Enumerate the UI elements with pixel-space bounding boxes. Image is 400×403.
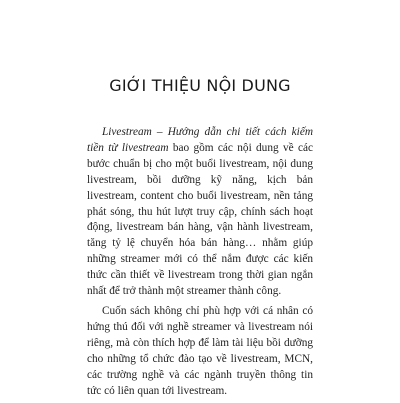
paragraph-2-text: Cuốn sách không chỉ phù hợp với cá nhân có hứng thú đối với nghề streamer và livestream nói riêng, mà còn thích hợp để làm tài liệu bồi dưỡng cho những tổ chức đào tạo về livestream, MCN, các trường nghề và các ngành truyền thông tin tức có liên quan tới livestream. bbox=[87, 304, 313, 397]
section-heading: GIỚI THIỆU NỘI DUNG bbox=[109, 76, 291, 95]
paragraph-1 bbox=[87, 125, 313, 300]
paragraph-2 bbox=[87, 304, 313, 399]
body-text bbox=[87, 125, 313, 403]
paragraph-1-text: bao gồm các nội dung về các bước chuẩn bị cho một buổi livestream, nội dung livestream, bồi dưỡng kỹ năng, kịch bản livestream, content cho buổi livestream, nền tảng phát sóng, thu hút lượt truy cập, chính sách hoạt động, livestream bán hàng, vận hành livestream, tăng tỷ lệ chuyển hóa bán hàng… nhằm giúp những streamer mới có thể nắm được các kiến thức cần thiết về livestream trong thời gian ngắn nhất để trở thành một streamer thành công. bbox=[87, 141, 313, 298]
book-title-italic: Livestream – Hướng dẫn chi tiết cách kiếm tiền từ livestream bbox=[87, 126, 313, 154]
